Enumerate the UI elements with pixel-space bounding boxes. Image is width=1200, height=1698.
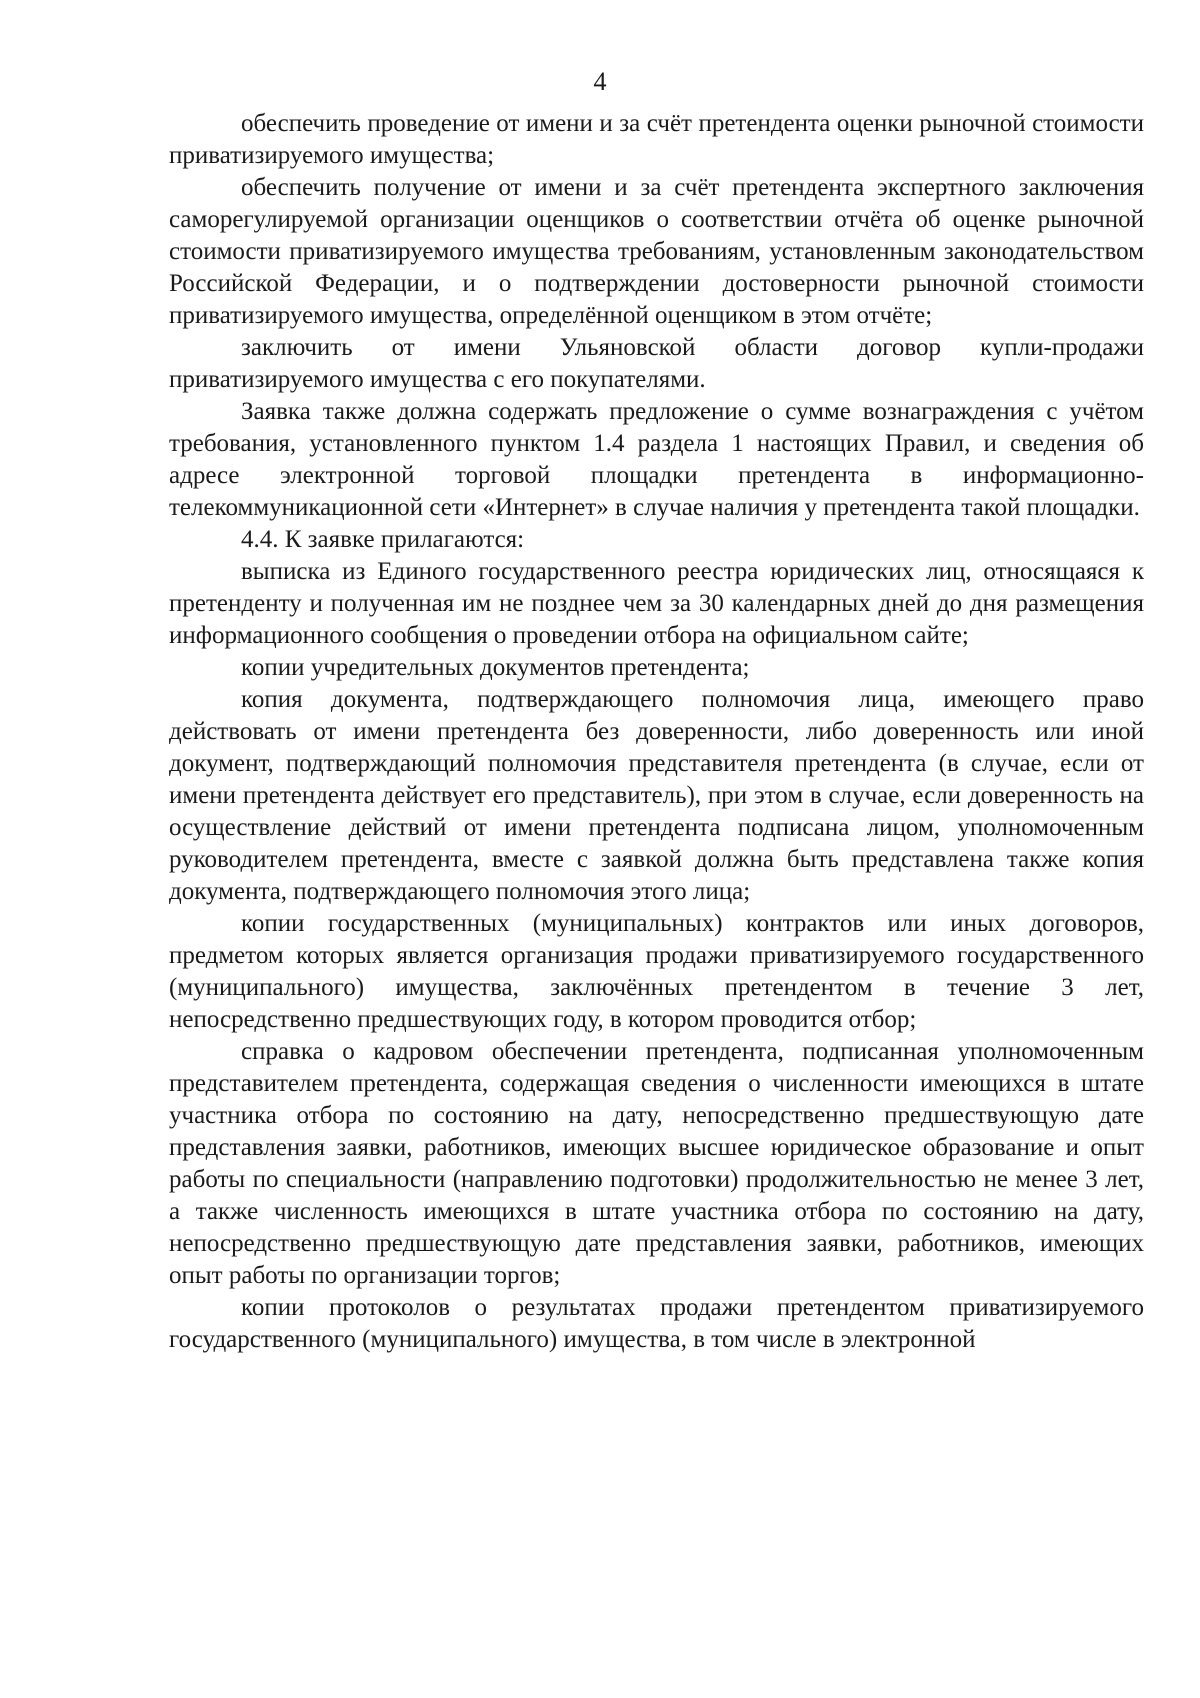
paragraph-authority-document: копия документа, подтверждающего полномочия лица, имеющего право действовать от имени претендента без доверенности, либо доверенность или иной документ, подтверждающий полномочия представителя претендента (в случае, если от имени претендента действует его представитель), при этом в случае, если доверенность на осуществление действий от имени претендента подписана лицом, уполномоченным руководителем претендента, вместе с заявкой должна быть представлена также копия документа, подтверждающего полномочия этого лица; xyxy=(169,686,1144,905)
document-body xyxy=(169,108,1144,1356)
page-number: 4 xyxy=(593,67,607,96)
paragraph-sale-contract: заключить от имени Ульяновской области договор купли-продажи приватизируемого имущества с его покупателями. xyxy=(169,334,1144,393)
paragraph-valuation: обеспечить проведение от имени и за счёт претендента оценки рыночной стоимости приватизируемого имущества; xyxy=(169,110,1144,169)
paragraph-registry-extract: выписка из Единого государственного реестра юридических лиц, относящаяся к претенденту и полученная им не позднее чем за 30 календарных дней до дня размещения информационного сообщения о проведении отбора на официальном сайте; xyxy=(169,558,1144,649)
paragraph-founding-documents: копии учредительных документов претендента; xyxy=(241,654,750,681)
paragraph-staffing-certificate: справка о кадровом обеспечении претендента, подписанная уполномоченным представителем претендента, содержащая сведения о численности имеющихся в штате участника отбора по состоянию на дату, непосредственно предшествующую дате представления заявки, работников, имеющих высшее юридическое образование и опыт работы по специальности (направлению подготовки) продолжительностью не менее 3 лет, а также численность имеющихся в штате участника отбора по состоянию на дату, непосредственно предшествующую дате представления заявки, работников, имеющих опыт работы по организации торгов; xyxy=(169,1038,1144,1289)
paragraph-section-4-4: 4.4. К заявке прилагаются: xyxy=(241,526,525,553)
paragraph-protocol-copies: копии протоколов о результатах продажи претендентом приватизируемого государственного (муниципального) имущества, в том числе в электронной xyxy=(169,1294,1144,1353)
paragraph-application-contents: Заявка также должна содержать предложение о сумме вознаграждения с учётом требования, установленного пунктом 1.4 раздела 1 настоящих Правил, и сведения об адресе электронной торговой площадки претендента в информационно-телекоммуникационной сети «Интернет» в случае наличия у претендента такой площадки. xyxy=(169,398,1144,521)
paragraph-contract-copies: копии государственных (муниципальных) контрактов или иных договоров, предметом которых является организация продажи приватизируемого государственного (муниципального) имущества, заключённых претендентом в течение 3 лет, непосредственно предшествующих году, в котором проводится отбор; xyxy=(169,910,1144,1033)
paragraph-expert-conclusion: обеспечить получение от имени и за счёт претендента экспертного заключения саморегулируемой организации оценщиков о соответствии отчёта об оценке рыночной стоимости приватизируемого имущества требованиям, установленным законодательством Российской Федерации, и о подтверждении достоверности рыночной стоимости приватизируемого имущества, определённой оценщиком в этом отчёте; xyxy=(169,174,1144,329)
